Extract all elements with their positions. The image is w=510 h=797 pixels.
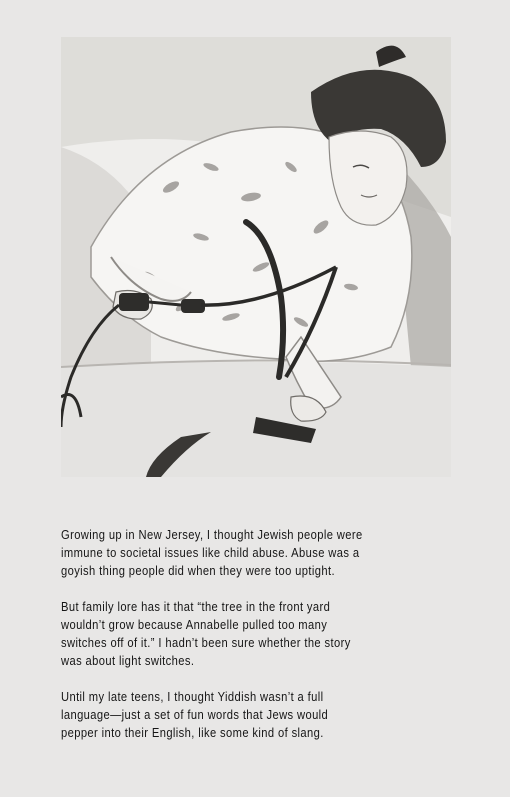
paragraph-3: Until my late teens, I thought Yiddish wasn’t a full language—just a set of fun words that Jews would pepper into their English, like some kind of slang. — [61, 689, 329, 740]
paragraph-2: But family lore has it that “the tree in the front yard wouldn’t grow because Annabelle pulled too many switches off of it.” I hadn’t been sure whether the story was about light switches. — [61, 599, 351, 668]
ink-wash-illustration — [61, 37, 451, 477]
article-text — [61, 526, 405, 760]
ink-wash-painting — [61, 37, 451, 477]
paragraph-1: Growing up in New Jersey, I thought Jewish people were immune to societal issues like child abuse. Abuse was a goyish thing people did when they were too uptight. — [61, 527, 363, 578]
